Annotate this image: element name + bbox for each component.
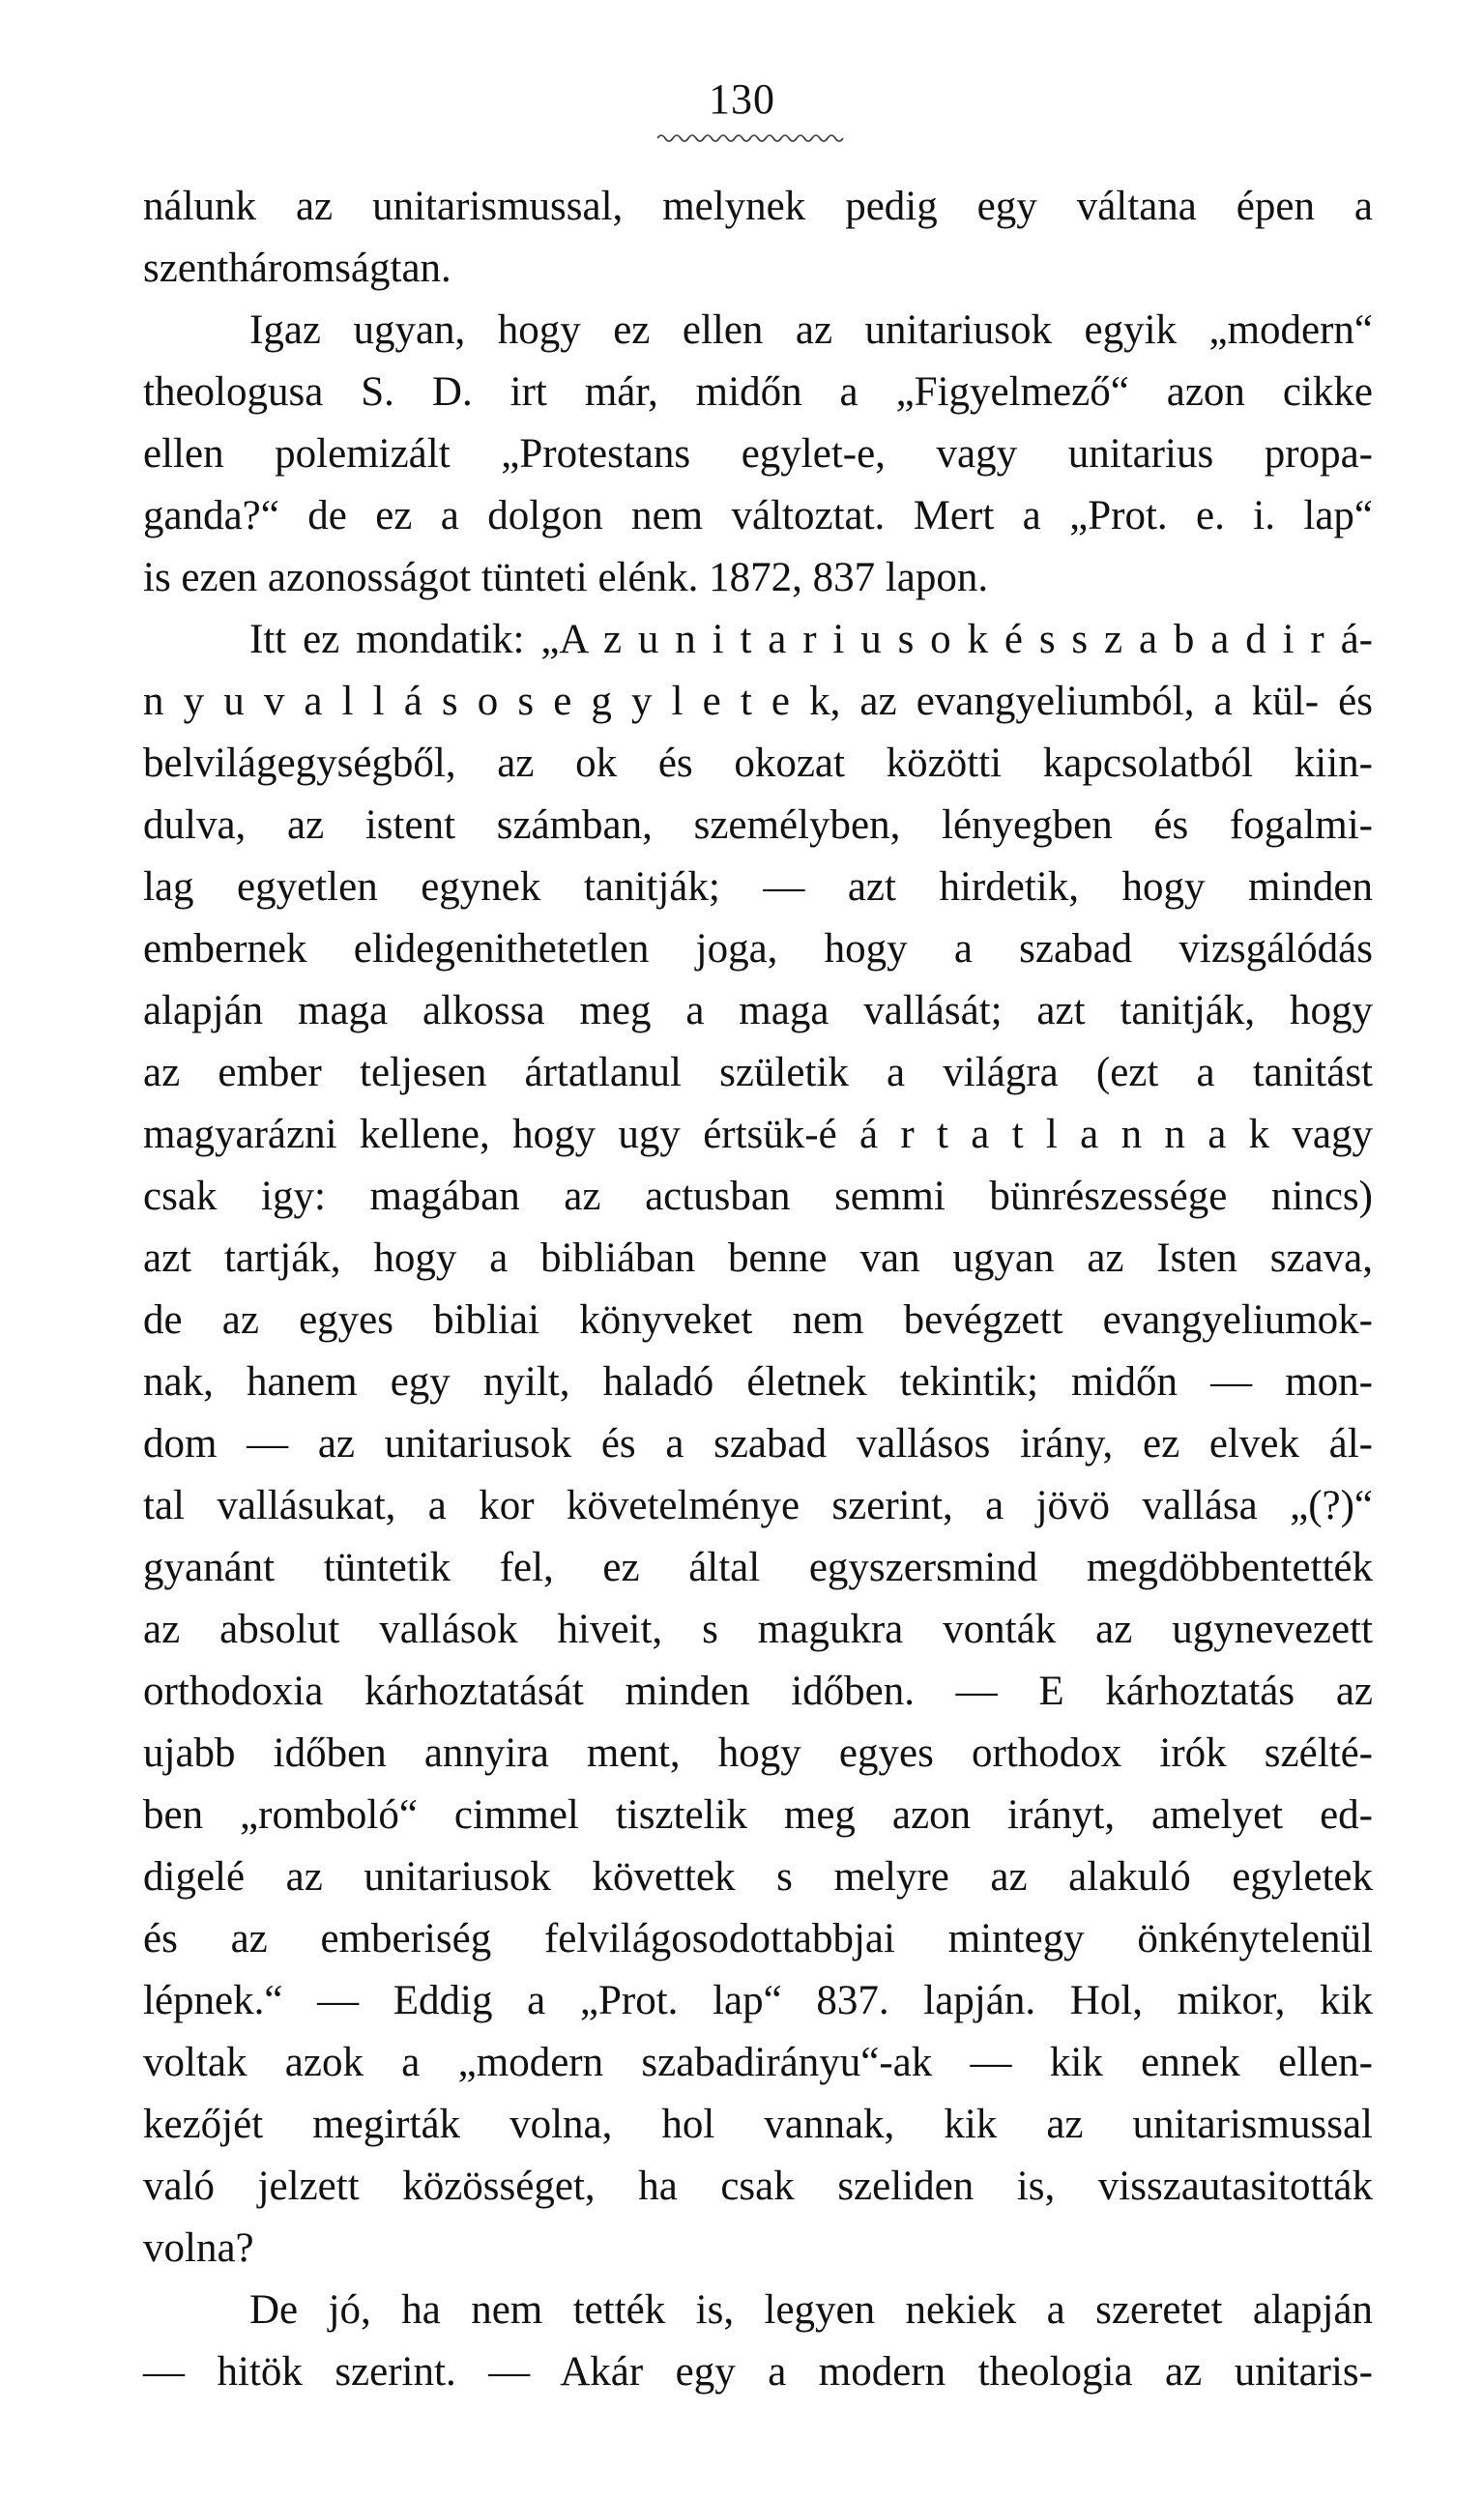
text-line: n y u v a l l á s o s e g y l e t e k, az evangyeliumból, a kül- és <box>143 679 1373 724</box>
text-line: dulva, az istent számban, személyben, lényegben és fogalmi- <box>143 802 1373 848</box>
text-line: is ezen azonosságot tünteti elénk. 1872, 837 lapon. <box>143 555 989 600</box>
text-line: ganda?“ de ez a dolgon nem változtat. Mert a „Prot. e. i. lap“ <box>143 493 1373 538</box>
text-line: azt tartják, hogy a bibliában benne van ugyan az Isten szava, <box>143 1235 1373 1281</box>
text-line: és az emberiség felvilágosodottabbjai mintegy önkénytelenül <box>143 1916 1373 1961</box>
text-line: ujabb időben annyira ment, hogy egyes orthodox irók szélté- <box>143 1730 1373 1776</box>
text-line: ellen polemizált „Protestans egylet-e, vagy unitarius propa- <box>143 431 1373 477</box>
text-line: volna? <box>143 2225 254 2271</box>
text-line: magyarázni kellene, hogy ugy értsük-é á r t a t l a n n a k vagy <box>143 1112 1373 1157</box>
text-line: ben „romboló“ cimmel tisztelik meg azon irányt, amelyet ed- <box>143 1792 1373 1838</box>
text-line: De jó, ha nem tették is, legyen nekiek a szeretet alapján <box>249 2287 1373 2333</box>
text-line: alapján maga alkossa meg a maga vallását; azt tanitják, hogy <box>143 988 1373 1033</box>
text-line: de az egyes bibliai könyveket nem bevégzett evangyeliumok- <box>143 1297 1373 1343</box>
text-line: az absolut vallások hiveit, s magukra vonták az ugynevezett <box>143 1607 1373 1652</box>
text-line: lag egyetlen egynek tanitják; — azt hirdetik, hogy minden <box>143 864 1373 910</box>
text-line: való jelzett közösséget, ha csak szeliden is, visszautasitották <box>143 2164 1373 2209</box>
text-line: — hitök szerint. — Akár egy a modern theologia az unitaris- <box>143 2349 1373 2395</box>
text-line: Igaz ugyan, hogy ez ellen az unitariusok egyik „modern“ <box>249 307 1373 353</box>
text-line: tal vallásukat, a kor követelménye szerint, a jövö vallása „(?)“ <box>143 1483 1373 1528</box>
text-line: dom — az unitariusok és a szabad vallásos irány, ez elvek ál- <box>143 1421 1373 1467</box>
text-line: csak igy: magában az actusban semmi bünrészessége nincs) <box>143 1174 1373 1219</box>
text-line: kezőjét megirták volna, hol vannak, kik az unitarismussal <box>143 2102 1373 2147</box>
text-line: voltak azok a „modern szabadirányu“-ak — kik ennek ellen- <box>143 2040 1373 2085</box>
text-line: Itt ez mondatik: „A z u n i t a r i u s o k é s s z a b a d i r á- <box>249 617 1373 662</box>
page-number: 130 <box>709 75 775 123</box>
text-line: theologusa S. D. irt már, midőn a „Figyelmező“ azon cikke <box>143 369 1373 415</box>
text-line: az ember teljesen ártatlanul születik a világra (ezt a tanitást <box>143 1050 1373 1095</box>
text-line: nálunk az unitarismussal, melynek pedig egy váltana épen a <box>143 184 1373 229</box>
text-line: embernek elidegenithetetlen joga, hogy a szabad vizsgálódás <box>143 926 1373 972</box>
text-line: szentháromságtan. <box>143 246 451 291</box>
text-line: belvilágegységből, az ok és okozat közötti kapcsolatból kiin- <box>143 741 1373 786</box>
text-line: lépnek.“ — Eddig a „Prot. lap“ 837. lapján. Hol, mikor, kik <box>143 1978 1373 2023</box>
body-text <box>143 176 1373 2403</box>
text-line: nak, hanem egy nyilt, haladó életnek tekintik; midőn — mon- <box>143 1359 1373 1405</box>
text-line: digelé az unitariusok követtek s melyre az alakuló egyletek <box>143 1854 1373 1900</box>
ornament-divider <box>657 131 847 145</box>
text-line: gyanánt tüntetik fel, ez által egyszersmind megdöbbentették <box>143 1545 1373 1590</box>
text-line: orthodoxia kárhoztatását minden időben. — E kárhoztatás az <box>143 1669 1373 1714</box>
